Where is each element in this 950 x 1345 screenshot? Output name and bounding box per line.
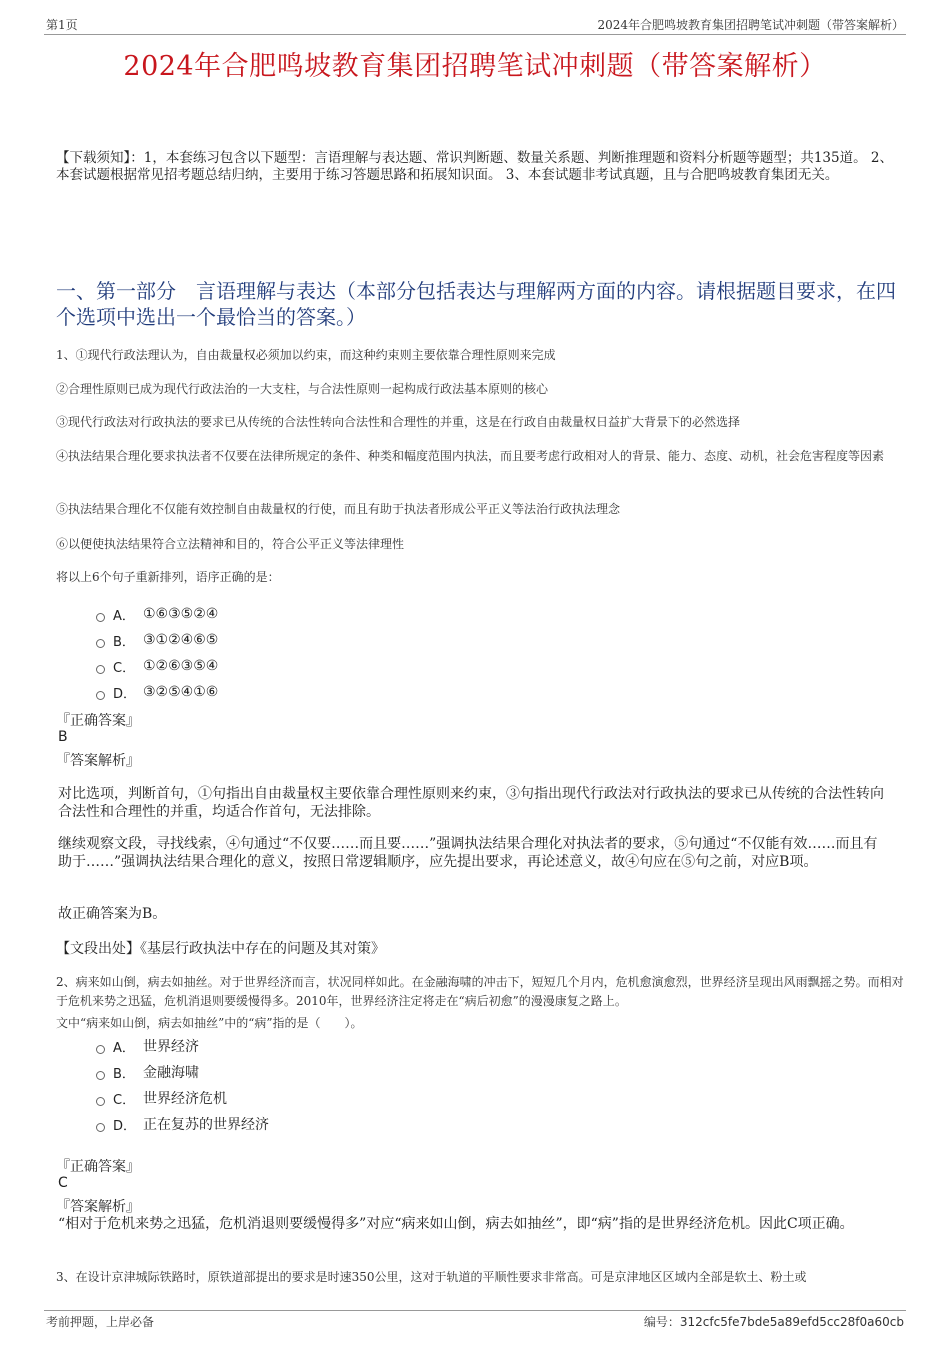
q2-analysis: “相对于危机来势之迅猛，危机消退则要缓慢得多”对应“病来如山倒，病去如抽丝”，即“病”指的是世界经济危机。因此C项正确。 <box>58 1216 854 1232</box>
option-text: ③②⑤④①⑥ <box>143 684 219 700</box>
q1-option-c[interactable] <box>96 655 218 677</box>
q2-option-d[interactable] <box>96 1113 269 1135</box>
radio-icon[interactable] <box>96 1071 105 1080</box>
document-code <box>644 1313 904 1330</box>
header-rule <box>44 34 906 35</box>
option-text: 金融海啸 <box>143 1065 199 1081</box>
option-letter: B． <box>113 634 135 650</box>
option-text: ①②⑥③⑤④ <box>143 658 219 674</box>
option-letter: C． <box>113 660 136 676</box>
q1-option-b[interactable] <box>96 629 218 651</box>
document-title: 2024年合肥鸣坡教育集团招聘笔试冲刺题（带答案解析） <box>123 51 827 82</box>
q2-analysis-label: 『答案解析』 <box>56 1199 140 1215</box>
footer-slogan: 考前押题，上岸必备 <box>46 1315 155 1329</box>
page-number: 第1页 <box>46 18 78 32</box>
q1-prompt: 将以上6个句子重新排列，语序正确的是： <box>56 570 280 584</box>
option-text: 世界经济 <box>143 1039 199 1055</box>
q3-passage: 3、在设计京津城际铁路时，原铁道部提出的要求是时速350公里，这对于轨道的平顺性要求非常高。可是京津地区区域内全部是软土、粉土或 <box>56 1270 807 1284</box>
radio-icon[interactable] <box>96 613 105 622</box>
q1-analysis-paragraph-2: 继续观察文段，寻找线索，④句通过“不仅要……而且要……”强调执法结果合理化对执法者的要求，⑤句通过“不仅能有效……而且有助于……”强调执法结果合理化的意义，按照日常逻辑顺序，应先提出要求，再论述意义，故④句应在⑤句之前，对应B项。 <box>58 836 878 870</box>
q2-passage: 2、病来如山倒，病去如抽丝。对于世界经济而言，状况同样如此。在金融海啸的冲击下，短短几个月内，危机愈演愈烈，世界经济呈现出风雨飘摇之势。而相对于危机来势之迅猛，危机消退则要缓慢得多。2010年，世界经济注定将走在“病后初愈”的漫漫康复之路上。 <box>56 975 904 1008</box>
option-letter: B． <box>113 1066 135 1082</box>
q1-analysis-paragraph-1: 对比选项，判断首句，①句指出自由裁量权主要依靠合理性原则来约束，③句指出现代行政法对行政执法的要求已从传统的合法性转向合法性和合理性的并重，均适合作首句，无法排除。 <box>58 786 884 820</box>
q1-answer-label: 『正确答案』 <box>56 713 140 729</box>
option-letter: D． <box>113 1118 137 1134</box>
q2-option-c[interactable] <box>96 1087 227 1109</box>
radio-icon[interactable] <box>96 1097 105 1106</box>
q1-sentence-2: ②合理性原则已成为现代行政法治的一大支柱，与合法性原则一起构成行政法基本原则的核心 <box>56 382 549 396</box>
option-letter: C． <box>113 1092 136 1108</box>
option-letter: A． <box>113 608 135 624</box>
radio-icon[interactable] <box>96 639 105 648</box>
option-text: 世界经济危机 <box>143 1091 227 1107</box>
q2-prompt: 文中“病来如山倒，病去如抽丝”中的“病”指的是（ ）。 <box>56 1016 363 1030</box>
option-text: 正在复苏的世界经济 <box>143 1117 269 1133</box>
q2-answer: C <box>58 1175 68 1191</box>
section-heading: 一、第一部分 言语理解与表达（本部分包括表达与理解两方面的内容。请根据题目要求，在四个选项中选出一个最恰当的答案。） <box>56 279 896 329</box>
q1-answer: B <box>58 729 68 745</box>
radio-icon[interactable] <box>96 665 105 674</box>
footer-rule <box>44 1310 906 1311</box>
running-title: 2024年合肥鸣坡教育集团招聘笔试冲刺题（带答案解析） <box>597 18 904 32</box>
radio-icon[interactable] <box>96 1123 105 1132</box>
q1-source: 【文段出处】《基层行政执法中存在的问题及其对策》 <box>56 941 385 957</box>
q1-sentence-6: ⑥以便使执法结果符合立法精神和目的，符合公平正义等法律理性 <box>56 537 405 551</box>
q1-option-d[interactable] <box>96 681 218 703</box>
q2-option-b[interactable] <box>96 1061 199 1083</box>
q1-sentence-3: ③现代行政法对行政执法的要求已从传统的合法性转向合法性和合理性的并重，这是在行政自由裁量权日益扩大背景下的必然选择 <box>56 415 741 429</box>
q1-option-a[interactable] <box>96 603 218 625</box>
option-text: ①⑥③⑤②④ <box>143 606 219 622</box>
radio-icon[interactable] <box>96 691 105 700</box>
q1-sentence-5: ⑤执法结果合理化不仅能有效控制自由裁量权的行使，而且有助于执法者形成公平正义等法治行政执法理念 <box>56 502 621 516</box>
q1-sentence-4: ④执法结果合理化要求执法者不仅要在法律所规定的条件、种类和幅度范围内执法，而且要考虑行政相对人的背景、能力、态度、动机，社会危害程度等因素 <box>56 449 885 463</box>
download-notice: 【下载须知】：1，本套练习包含以下题型：言语理解与表达题、常识判断题、数量关系题、判断推理题和资料分析题等题型；共135道。 2、本套试题根据常见招考题总结归纳，主要用于练习答题思路和拓展知识面。 3、本套试题非考试真题，且与合肥鸣坡教育集团无关。 <box>56 150 893 183</box>
option-text: ③①②④⑥⑤ <box>143 632 219 648</box>
q2-answer-label: 『正确答案』 <box>56 1159 140 1175</box>
code-value: 312cfc5fe7bde5a89efd5cc28f0a60cb <box>679 1315 904 1329</box>
q1-analysis-label: 『答案解析』 <box>56 753 140 769</box>
option-letter: A． <box>113 1040 135 1056</box>
q1-sentence-1: 1、①现代行政法理认为，自由裁量权必须加以约束，而这种约束则主要依靠合理性原则来完成 <box>56 348 556 362</box>
option-letter: D． <box>113 686 137 702</box>
q1-analysis-conclusion: 故正确答案为B。 <box>58 906 167 922</box>
code-label: 编号： <box>643 1315 680 1329</box>
radio-icon[interactable] <box>96 1045 105 1054</box>
q2-option-a[interactable] <box>96 1035 199 1057</box>
